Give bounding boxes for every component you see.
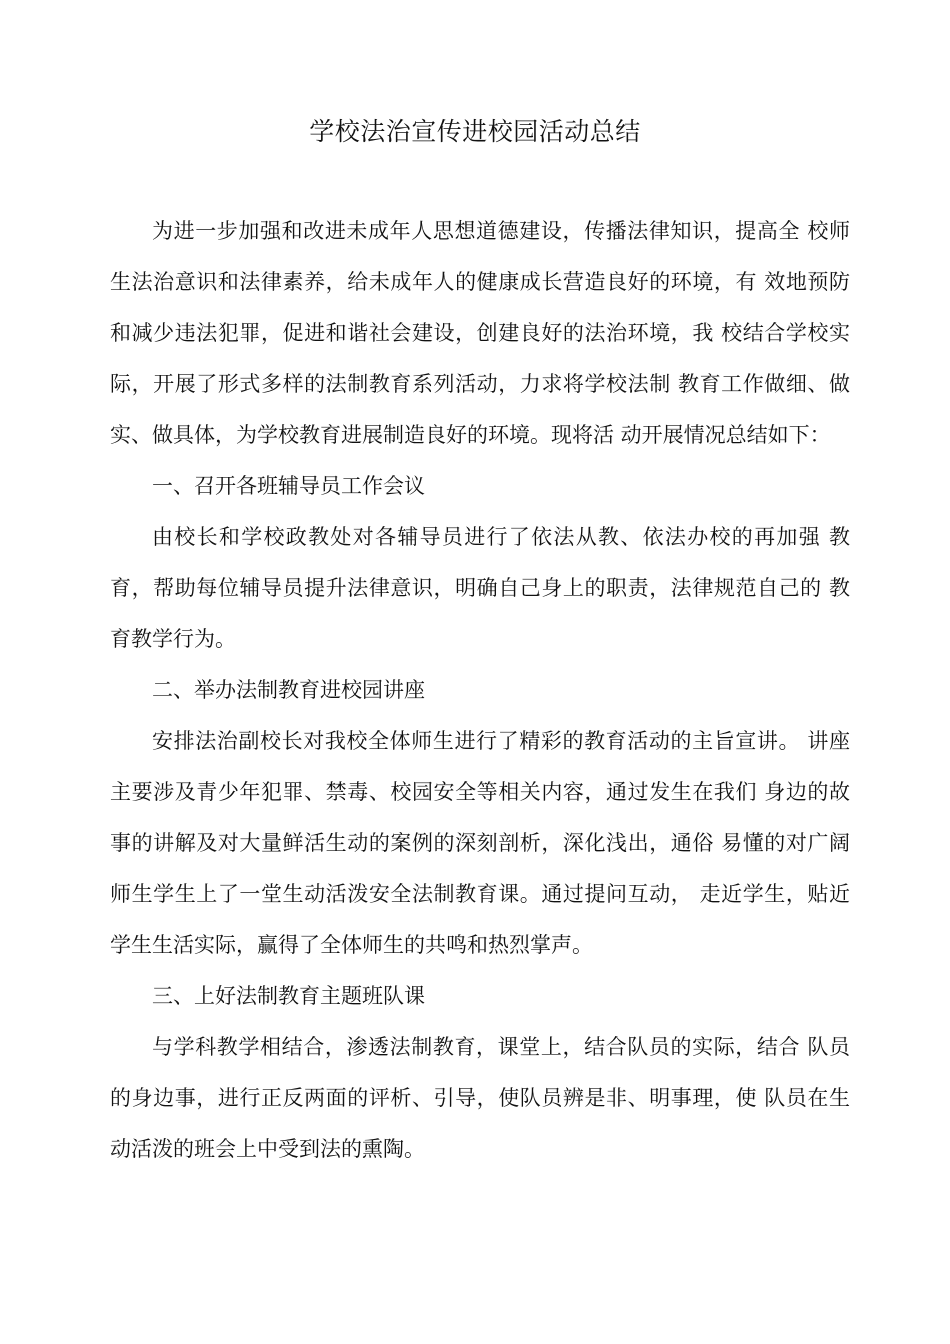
section-paragraph-3: 与学科教学相结合，渗透法制教育，课堂上，结合队员的实际，结合 队员的身边事，进行正反两面的评析、引导，使队员辨是非、明事理，使 队员在生动活泼的班会上中受到法的熏陶。 (110, 1035, 850, 1161)
section-paragraph-2: 安排法治副校长对我校全体师生进行了精彩的教育活动的主旨宣讲。 讲座主要涉及青少年犯罪、禁毒、校园安全等相关内容，通过发生在我们 身边的故事的讲解及对大量鲜活生动的案例的深刻剖析，深化浅出，通俗 易懂的对广阔师生学生上了一堂生动活泼安全法制教育课。通过提问互动， 走近学生，贴近学生生活实际，赢得了全体师生的共鸣和热烈掌声。 (110, 729, 850, 957)
document-title: 学校法治宣传进校园活动总结 (309, 117, 641, 146)
section-heading-3: 三、上好法制教育主题班队课 (152, 984, 425, 1008)
section-heading-2: 二、举办法制教育进校园讲座 (152, 678, 425, 702)
document-body (110, 206, 850, 1175)
intro-paragraph: 为进一步加强和改进未成年人思想道德建设，传播法律知识，提高全 校师生法治意识和法律素养，给未成年人的健康成长营造良好的环境，有 效地预防和减少违法犯罪，促进和谐社会建设，创建良好的法治环境，我 校结合学校实际，开展了形式多样的法制教育系列活动，力求将学校法制 教育工作做细、做实、做具体，为学校教育进展制造良好的环境。现将活 动开展情况总结如下： (110, 219, 850, 447)
section-heading-1: 一、召开各班辅导员工作会议 (152, 474, 425, 498)
section-paragraph-1: 由校长和学校政教处对各辅导员进行了依法从教、依法办校的再加强 教育，帮助每位辅导员提升法律意识，明确自己身上的职责，法律规范自己的 教育教学行为。 (110, 525, 850, 651)
